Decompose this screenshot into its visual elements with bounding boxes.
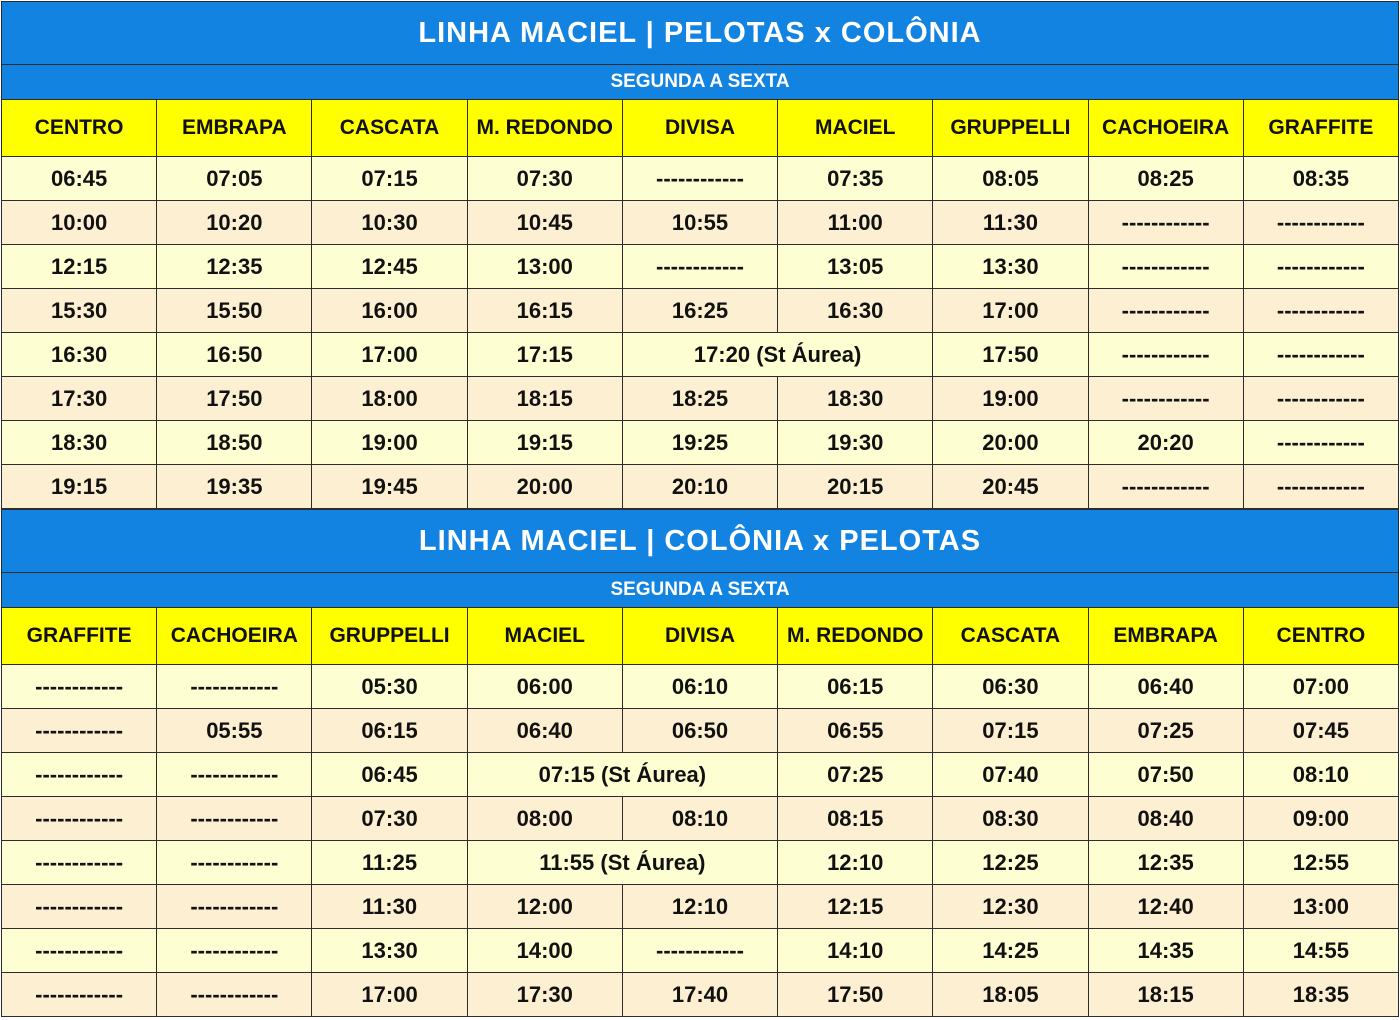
column-header: CENTRO <box>2 100 157 157</box>
column-header: EMBRAPA <box>157 100 312 157</box>
schedule-cell: 12:30 <box>933 885 1088 929</box>
schedule-cell: 08:25 <box>1088 157 1243 201</box>
schedule-cell: 08:35 <box>1243 157 1398 201</box>
schedule-cell: 19:00 <box>312 421 467 465</box>
schedule-cell: 17:50 <box>778 973 933 1017</box>
schedule-cell: 08:05 <box>933 157 1088 201</box>
schedule-cell: 06:45 <box>312 753 467 797</box>
table-row <box>2 841 1399 885</box>
schedule-cell: 12:00 <box>467 885 622 929</box>
schedule-cell: 17:20 (St Áurea) <box>622 333 932 377</box>
schedule-cell: 07:15 <box>312 157 467 201</box>
schedule-cell: 17:00 <box>933 289 1088 333</box>
schedule-cell: 14:00 <box>467 929 622 973</box>
column-header: DIVISA <box>622 100 777 157</box>
table-subtitle: SEGUNDA A SEXTA <box>2 65 1399 100</box>
schedule-cell: 07:25 <box>778 753 933 797</box>
schedule-cell: ------------ <box>2 885 157 929</box>
schedule-cell: 06:00 <box>467 665 622 709</box>
schedule-cell: 16:15 <box>467 289 622 333</box>
column-header: CACHOEIRA <box>157 608 312 665</box>
schedule-cell: 12:45 <box>312 245 467 289</box>
schedule-cell: ------------ <box>2 665 157 709</box>
schedule-cell: 20:15 <box>778 465 933 509</box>
schedule-cell: 20:10 <box>622 465 777 509</box>
table-row <box>2 157 1399 201</box>
schedule-cell: 16:30 <box>778 289 933 333</box>
schedule-cell: ------------ <box>1088 289 1243 333</box>
schedule-table-colonia-pelotas <box>1 509 1399 1017</box>
schedule-cell: 20:00 <box>467 465 622 509</box>
table-row <box>2 797 1399 841</box>
schedule-cell: ------------ <box>2 841 157 885</box>
schedule-cell: ------------ <box>1088 377 1243 421</box>
schedule-cell: 12:25 <box>933 841 1088 885</box>
schedule-cell: 17:50 <box>157 377 312 421</box>
schedule-cell: 17:30 <box>467 973 622 1017</box>
schedule-cell: 16:00 <box>312 289 467 333</box>
schedule-cell: 07:00 <box>1243 665 1398 709</box>
schedule-cell: 16:50 <box>157 333 312 377</box>
schedule-cell: 18:15 <box>1088 973 1243 1017</box>
column-header-row <box>2 100 1399 157</box>
schedule-cell: 06:15 <box>312 709 467 753</box>
schedule-cell: 11:00 <box>778 201 933 245</box>
schedule-cell: 18:05 <box>933 973 1088 1017</box>
table-row <box>2 377 1399 421</box>
schedule-cell: 18:50 <box>157 421 312 465</box>
schedule-cell: ------------ <box>1243 465 1398 509</box>
schedule-cell: 13:00 <box>467 245 622 289</box>
schedule-cell: 08:10 <box>622 797 777 841</box>
schedule-cell: 12:55 <box>1243 841 1398 885</box>
schedule-cell: ------------ <box>1243 201 1398 245</box>
table-row <box>2 929 1399 973</box>
schedule-cell: 10:20 <box>157 201 312 245</box>
column-header: CASCATA <box>312 100 467 157</box>
table-row <box>2 465 1399 509</box>
schedule-cell: ------------ <box>2 929 157 973</box>
schedule-cell: 20:45 <box>933 465 1088 509</box>
schedule-cell: 12:10 <box>778 841 933 885</box>
table-subtitle: SEGUNDA A SEXTA <box>2 573 1399 608</box>
table-row <box>2 973 1399 1017</box>
schedule-cell: ------------ <box>157 929 312 973</box>
schedule-cell: 13:00 <box>1243 885 1398 929</box>
schedule-cell: 08:00 <box>467 797 622 841</box>
schedule-cell: ------------ <box>2 709 157 753</box>
schedule-cell: ------------ <box>1088 201 1243 245</box>
schedule-cell: 13:05 <box>778 245 933 289</box>
schedule-cell: 20:20 <box>1088 421 1243 465</box>
schedule-cell: 17:50 <box>933 333 1088 377</box>
schedule-cell: 06:30 <box>933 665 1088 709</box>
schedule-cell: 06:10 <box>622 665 777 709</box>
column-header: M. REDONDO <box>778 608 933 665</box>
table-title-row <box>2 510 1399 573</box>
schedule-cell: 12:35 <box>1088 841 1243 885</box>
schedule-cell: 17:00 <box>312 973 467 1017</box>
schedule-cell: 07:30 <box>312 797 467 841</box>
schedule-table-pelotas-colonia <box>1 1 1399 509</box>
schedule-cell: 08:40 <box>1088 797 1243 841</box>
schedule-cell: 19:25 <box>622 421 777 465</box>
schedule-cell: 19:15 <box>467 421 622 465</box>
table-row <box>2 709 1399 753</box>
column-header: GRAFFITE <box>2 608 157 665</box>
schedule-cell: 08:15 <box>778 797 933 841</box>
table-title: LINHA MACIEL | COLÔNIA x PELOTAS <box>2 510 1399 573</box>
schedule-cell: 11:30 <box>312 885 467 929</box>
schedule-cell: 14:25 <box>933 929 1088 973</box>
schedule-cell: ------------ <box>1243 421 1398 465</box>
schedule-cell: 05:30 <box>312 665 467 709</box>
schedule-cell: 07:15 (St Áurea) <box>467 753 777 797</box>
column-header: M. REDONDO <box>467 100 622 157</box>
column-header: CACHOEIRA <box>1088 100 1243 157</box>
column-header-row <box>2 608 1399 665</box>
schedule-cell: 11:30 <box>933 201 1088 245</box>
schedule-cell: 10:45 <box>467 201 622 245</box>
schedule-cell: 12:15 <box>778 885 933 929</box>
column-header: GRAFFITE <box>1243 100 1398 157</box>
schedule-cell: 14:55 <box>1243 929 1398 973</box>
table-subtitle-row <box>2 573 1399 608</box>
schedule-cell: ------------ <box>157 973 312 1017</box>
schedule-cell: 08:10 <box>1243 753 1398 797</box>
table-row <box>2 201 1399 245</box>
schedule-cell: ------------ <box>1088 245 1243 289</box>
table-row <box>2 245 1399 289</box>
schedule-cell: 18:00 <box>312 377 467 421</box>
table-title-row <box>2 2 1399 65</box>
schedule-cell: ------------ <box>1243 289 1398 333</box>
schedule-cell: ------------ <box>2 973 157 1017</box>
table-row <box>2 333 1399 377</box>
schedule-cell: ------------ <box>1243 377 1398 421</box>
schedule-cell: 20:00 <box>933 421 1088 465</box>
schedule-cell: 18:35 <box>1243 973 1398 1017</box>
schedule-cell: 15:50 <box>157 289 312 333</box>
schedule-cell: 19:30 <box>778 421 933 465</box>
schedule-cell: 15:30 <box>2 289 157 333</box>
schedule-cell: 06:50 <box>622 709 777 753</box>
schedule-cell: ------------ <box>622 929 777 973</box>
schedule-cell: 07:40 <box>933 753 1088 797</box>
schedule-cell: ------------ <box>1088 333 1243 377</box>
table-row <box>2 289 1399 333</box>
schedule-cell: 16:30 <box>2 333 157 377</box>
schedule-cell: 07:35 <box>778 157 933 201</box>
schedule-cell: 13:30 <box>933 245 1088 289</box>
schedule-cell: 18:15 <box>467 377 622 421</box>
schedule-cell: 19:00 <box>933 377 1088 421</box>
schedule-cell: ------------ <box>2 753 157 797</box>
schedule-cell: ------------ <box>157 753 312 797</box>
table-row <box>2 421 1399 465</box>
schedule-cell: 06:15 <box>778 665 933 709</box>
schedule-cell: 17:40 <box>622 973 777 1017</box>
schedule-cell: 17:00 <box>312 333 467 377</box>
schedule-cell: 06:40 <box>467 709 622 753</box>
column-header: EMBRAPA <box>1088 608 1243 665</box>
schedule-cell: ------------ <box>157 885 312 929</box>
schedule-cell: 05:55 <box>157 709 312 753</box>
schedule-cell: 17:15 <box>467 333 622 377</box>
column-header: CENTRO <box>1243 608 1398 665</box>
column-header: CASCATA <box>933 608 1088 665</box>
schedule-cell: 12:40 <box>1088 885 1243 929</box>
schedule-cell: 18:30 <box>2 421 157 465</box>
schedule-cell: 18:30 <box>778 377 933 421</box>
schedule-cell: 19:45 <box>312 465 467 509</box>
schedule-cell: 19:35 <box>157 465 312 509</box>
schedule-cell: 18:25 <box>622 377 777 421</box>
schedule-cell: 07:50 <box>1088 753 1243 797</box>
schedule-cell: 16:25 <box>622 289 777 333</box>
column-header: GRUPPELLI <box>933 100 1088 157</box>
schedule-cell: ------------ <box>157 665 312 709</box>
schedule-cell: 07:45 <box>1243 709 1398 753</box>
column-header: GRUPPELLI <box>312 608 467 665</box>
schedule-cell: 17:30 <box>2 377 157 421</box>
schedule-cell: 06:45 <box>2 157 157 201</box>
schedule-cell: 13:30 <box>312 929 467 973</box>
schedule-cell: ------------ <box>1243 333 1398 377</box>
schedule-cell: 11:55 (St Áurea) <box>467 841 777 885</box>
table-subtitle-row <box>2 65 1399 100</box>
table-row <box>2 753 1399 797</box>
schedule-cell: 12:35 <box>157 245 312 289</box>
schedule-cell: 07:05 <box>157 157 312 201</box>
schedule-cell: 06:55 <box>778 709 933 753</box>
schedule-cell: 14:10 <box>778 929 933 973</box>
schedule-cell: 10:30 <box>312 201 467 245</box>
schedule-cell: 06:40 <box>1088 665 1243 709</box>
schedule-cell: 08:30 <box>933 797 1088 841</box>
schedule-cell: ------------ <box>157 841 312 885</box>
schedule-cell: 07:30 <box>467 157 622 201</box>
table-row <box>2 885 1399 929</box>
column-header: MACIEL <box>467 608 622 665</box>
table-row <box>2 665 1399 709</box>
schedule-cell: ------------ <box>622 245 777 289</box>
schedule-cell: 19:15 <box>2 465 157 509</box>
schedule-cell: 12:15 <box>2 245 157 289</box>
schedule-cell: 11:25 <box>312 841 467 885</box>
column-header: DIVISA <box>622 608 777 665</box>
schedule-cell: ------------ <box>1243 245 1398 289</box>
schedule-cell: ------------ <box>2 797 157 841</box>
table-title: LINHA MACIEL | PELOTAS x COLÔNIA <box>2 2 1399 65</box>
schedule-cell: 07:25 <box>1088 709 1243 753</box>
schedule-cell: 09:00 <box>1243 797 1398 841</box>
schedule-cell: ------------ <box>1088 465 1243 509</box>
schedule-cell: ------------ <box>157 797 312 841</box>
schedule-cell: 12:10 <box>622 885 777 929</box>
column-header: MACIEL <box>778 100 933 157</box>
schedule-cell: ------------ <box>622 157 777 201</box>
schedule-cell: 07:15 <box>933 709 1088 753</box>
schedule-cell: 14:35 <box>1088 929 1243 973</box>
schedule-cell: 10:55 <box>622 201 777 245</box>
schedule-cell: 10:00 <box>2 201 157 245</box>
